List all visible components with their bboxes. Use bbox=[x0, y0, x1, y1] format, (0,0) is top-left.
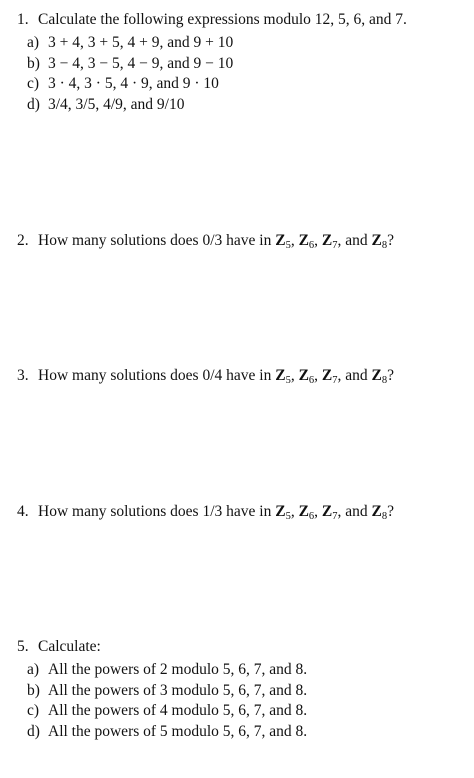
list-item bbox=[17, 33, 467, 54]
item-label: c) bbox=[27, 75, 40, 92]
item-text: 3 − 4, 3 − 5, 4 − 9, and 9 − 10 bbox=[48, 54, 234, 72]
problem-1-question bbox=[17, 10, 467, 30]
separator: , bbox=[290, 503, 299, 520]
set-subscript: 5 bbox=[285, 511, 291, 522]
item-label: a) bbox=[27, 661, 40, 678]
set-subscript: 7 bbox=[332, 240, 338, 251]
set-symbol: Z bbox=[275, 232, 286, 249]
item-text: All the powers of 3 modulo 5, 6, 7, and 8. bbox=[48, 681, 308, 699]
problem-number: 1. bbox=[17, 11, 29, 28]
problem-4 bbox=[17, 502, 467, 522]
list-item bbox=[17, 722, 467, 743]
separator: , bbox=[314, 232, 322, 249]
set-symbol: Z bbox=[298, 232, 309, 249]
problem-number: 4. bbox=[17, 503, 29, 520]
set-symbol: Z bbox=[275, 503, 286, 520]
problem-4-question bbox=[17, 502, 467, 522]
problem-3-question bbox=[17, 366, 467, 386]
item-label: b) bbox=[27, 54, 40, 72]
problem-5-question bbox=[17, 637, 467, 657]
list-item bbox=[17, 74, 467, 95]
separator: ? bbox=[387, 232, 394, 249]
list-item bbox=[17, 681, 467, 702]
item-text: 3 + 4, 3 + 5, 4 + 9, and 9 + 10 bbox=[48, 34, 234, 51]
separator: , bbox=[290, 367, 299, 384]
set-symbol: Z bbox=[298, 367, 309, 384]
problem-text: How many solutions does 0/4 have in bbox=[38, 367, 272, 384]
problem-3 bbox=[17, 366, 467, 386]
item-text: All the powers of 5 modulo 5, 6, 7, and 8. bbox=[48, 722, 308, 740]
item-label: d) bbox=[27, 722, 40, 740]
set-subscript: 6 bbox=[308, 511, 315, 522]
set-subscript: 7 bbox=[332, 511, 338, 522]
separator: , and bbox=[337, 367, 372, 384]
problem-number: 5. bbox=[17, 638, 29, 655]
list-item bbox=[17, 54, 467, 75]
set-symbol: Z bbox=[321, 503, 333, 520]
list-item bbox=[17, 95, 467, 116]
separator: , bbox=[314, 503, 322, 520]
set-subscript: 8 bbox=[381, 375, 388, 386]
item-text: 3/4, 3/5, 4/9, and 9/10 bbox=[48, 95, 185, 113]
set-symbol: Z bbox=[371, 232, 382, 249]
separator: ? bbox=[387, 503, 394, 520]
separator: ? bbox=[387, 367, 394, 384]
set-subscript: 8 bbox=[381, 511, 388, 522]
problem-text: Calculate the following expressions modulo 12, 5, 6, and 7. bbox=[38, 11, 407, 28]
set-symbol: Z bbox=[371, 367, 382, 384]
subitem-list bbox=[17, 660, 467, 742]
set-subscript: 7 bbox=[332, 375, 338, 386]
problem-text: How many solutions does 0/3 have in bbox=[38, 232, 272, 249]
separator: , bbox=[290, 232, 299, 249]
set-subscript: 5 bbox=[285, 240, 291, 251]
set-subscript: 6 bbox=[308, 375, 315, 386]
separator: , and bbox=[337, 232, 372, 249]
problem-number: 2. bbox=[17, 232, 29, 249]
problem-5 bbox=[17, 637, 467, 742]
problem-1 bbox=[17, 10, 467, 115]
problem-text: How many solutions does 1/3 have in bbox=[38, 503, 272, 520]
problem-2 bbox=[17, 231, 467, 251]
problem-text: Calculate: bbox=[38, 638, 101, 655]
item-label: d) bbox=[27, 95, 40, 113]
separator: , bbox=[314, 367, 322, 384]
item-label: a) bbox=[27, 34, 40, 51]
problem-2-question bbox=[17, 231, 467, 251]
list-item bbox=[17, 660, 467, 681]
problem-number: 3. bbox=[17, 367, 29, 384]
item-text: All the powers of 2 modulo 5, 6, 7, and 8. bbox=[48, 661, 308, 678]
item-label: c) bbox=[27, 702, 40, 719]
item-text: 3 · 4, 3 · 5, 4 · 9, and 9 · 10 bbox=[48, 75, 219, 92]
set-symbol: Z bbox=[371, 503, 382, 520]
set-symbol: Z bbox=[321, 367, 333, 384]
set-subscript: 8 bbox=[381, 240, 388, 251]
list-item bbox=[17, 701, 467, 722]
separator: , and bbox=[337, 503, 372, 520]
item-text: All the powers of 4 modulo 5, 6, 7, and 8. bbox=[48, 702, 308, 719]
set-symbol: Z bbox=[275, 367, 286, 384]
item-label: b) bbox=[27, 681, 40, 699]
set-symbol: Z bbox=[321, 232, 333, 249]
set-subscript: 5 bbox=[285, 375, 291, 386]
subitem-list bbox=[17, 33, 467, 115]
set-symbol: Z bbox=[298, 503, 309, 520]
set-subscript: 6 bbox=[308, 240, 315, 251]
